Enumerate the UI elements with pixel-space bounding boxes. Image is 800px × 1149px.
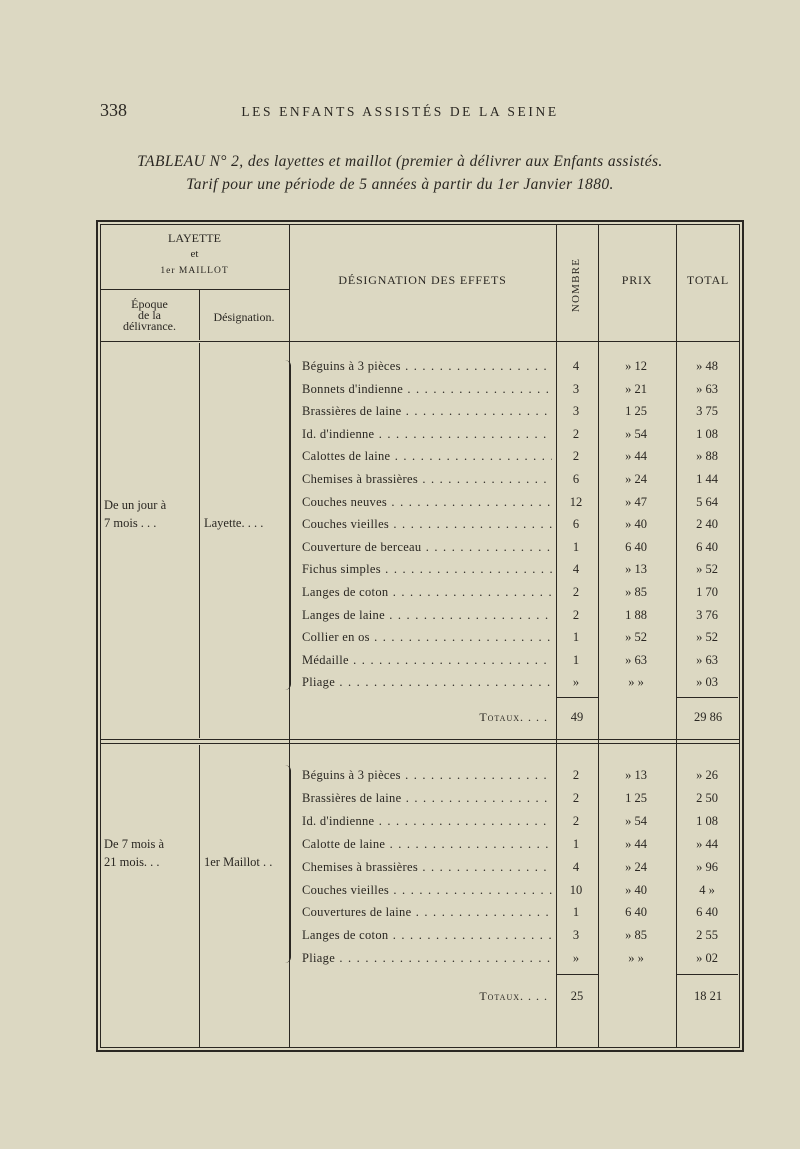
row-total: 2 40 [696, 517, 718, 532]
header-subrule [100, 289, 289, 290]
table-row [0, 427, 800, 450]
row-item: Couches vieilles . . . [302, 883, 552, 898]
header-group-and: et [190, 248, 199, 260]
table-row [0, 951, 800, 974]
table-row [0, 768, 800, 791]
row-item: Fichus simples . . . [302, 562, 552, 577]
row-prix: » 12 [625, 359, 647, 373]
row-prix: » 85 [625, 928, 647, 943]
row-item: Id. d'indienne . . . [302, 814, 552, 829]
row-prix: » » [628, 675, 644, 690]
row-prix: 1 25 [625, 790, 647, 805]
header-group-maillot: 1er MAILLOT [160, 266, 229, 276]
row-total: 1 08 [696, 426, 718, 441]
row-prix: » 21 [625, 381, 647, 396]
row-prix: » 24 [625, 859, 647, 874]
row-item: Couches vieilles . . . [302, 517, 552, 532]
row-item: Langes de coton . . . [302, 928, 552, 943]
row-item: Couches neuves . . . [302, 495, 552, 510]
table-caption-line-1: TABLEAU N° 2, des layettes et maillot (premier à délivrer aux Enfants assistés. [137, 153, 663, 170]
row-item: Béguins à 3 pièces . . . [302, 768, 552, 783]
row-item: Brassières de laine . . . [302, 791, 552, 806]
table-row [0, 382, 800, 405]
row-total: » 88 [696, 449, 718, 464]
row-qty: 2 [572, 449, 580, 464]
table-caption-line-2: Tarif pour une période de 5 années à partir du 1er Janvier 1880. [186, 176, 614, 193]
header-nombre-text: NOMBRE [570, 257, 582, 313]
section-1-epoque-line-2: 7 mois . . . [104, 516, 157, 530]
header-epoque-line-3: délivrance. [123, 319, 176, 333]
row-qty: 2 [572, 607, 580, 622]
table-row [0, 585, 800, 608]
header-bottom-rule [100, 341, 740, 342]
table-row [0, 404, 800, 427]
row-total: » 96 [696, 859, 718, 874]
row-total: 1 08 [696, 813, 718, 828]
row-item: Collier en os . . . [302, 630, 552, 645]
row-total: » 03 [696, 675, 718, 690]
section-2-designation: 1er Maillot . . [204, 855, 273, 869]
row-qty: 2 [572, 426, 580, 441]
table-row [0, 540, 800, 563]
section-2-totaux-qty: 25 [570, 989, 584, 1003]
row-total: 5 64 [696, 494, 718, 509]
table-row [0, 608, 800, 631]
row-total: 2 50 [696, 790, 718, 805]
row-prix: » 52 [625, 630, 647, 645]
header-epoque [100, 299, 199, 332]
header-epoque-line-2: de la [138, 308, 161, 322]
table-row [0, 653, 800, 676]
row-total: 1 44 [696, 472, 718, 486]
row-qty: 3 [572, 404, 580, 419]
table-row [0, 814, 800, 837]
table-row [0, 495, 800, 518]
row-prix: » 40 [625, 517, 647, 532]
row-total: » 26 [696, 768, 718, 782]
row-prix: » 44 [625, 836, 647, 851]
header-designation: Désignation. [213, 310, 275, 324]
row-item: Bonnets d'indienne . . . [302, 382, 552, 397]
row-qty: 1 [572, 630, 580, 645]
row-qty: 2 [572, 790, 580, 805]
row-prix: » 47 [625, 494, 647, 509]
row-prix: » 24 [625, 472, 647, 486]
row-item: Langes de laine . . . [302, 608, 552, 623]
table-row [0, 791, 800, 814]
header-prix: PRIX [621, 273, 653, 287]
row-prix: » 54 [625, 813, 647, 828]
section-1-totaux-total: 29 86 [693, 710, 723, 724]
row-item: Calotte de laine . . . [302, 837, 552, 852]
row-qty: 4 [572, 562, 580, 577]
row-qty: 4 [572, 859, 580, 874]
row-qty: 4 [572, 359, 580, 373]
row-total: 3 76 [696, 607, 718, 622]
row-item: Calottes de laine . . . [302, 449, 552, 464]
row-total: » 44 [696, 836, 718, 851]
header-total: TOTAL [686, 273, 730, 287]
section-1-designation: Layette. . . . [204, 516, 264, 530]
section-2-totaux-label: Totaux. . . . [479, 989, 548, 1003]
table-row [0, 562, 800, 585]
row-item: Béguins à 3 pièces . . . [302, 359, 552, 374]
row-total: » 63 [696, 381, 718, 396]
row-prix: 1 88 [625, 607, 647, 622]
header-epoque-line-1: Époque [131, 297, 168, 311]
row-qty: 6 [572, 517, 580, 532]
row-total: 6 40 [696, 539, 718, 554]
row-item: Pliage . . . [302, 951, 552, 966]
row-total: » 02 [696, 951, 718, 966]
section-1-epoque-line-1: De un jour à [104, 498, 167, 512]
row-item: Brassières de laine . . . [302, 404, 552, 419]
row-qty: » [572, 951, 580, 966]
row-total: 6 40 [696, 905, 718, 920]
row-total: 3 75 [696, 404, 718, 419]
header-effets: DÉSIGNATION DES EFFETS [338, 273, 507, 287]
row-item: Médaille . . . [302, 653, 552, 668]
row-qty: 3 [572, 381, 580, 396]
table-row [0, 860, 800, 883]
section-1-totaux-qty: 49 [570, 710, 584, 724]
table-row [0, 675, 800, 698]
table-row [0, 359, 800, 382]
row-item: Pliage . . . [302, 675, 552, 690]
table-row [0, 928, 800, 951]
row-qty: 1 [572, 905, 580, 920]
row-item: Chemises à brassières . . . [302, 860, 552, 875]
row-qty: 6 [572, 472, 580, 486]
row-item: Couverture de berceau . . . [302, 540, 552, 555]
section-1-totaux-label: Totaux. . . . [479, 710, 548, 724]
row-prix: 1 25 [625, 404, 647, 419]
table-row [0, 630, 800, 653]
row-qty: 12 [569, 494, 583, 509]
row-qty: 2 [572, 768, 580, 782]
section-2-totaux-total: 18 21 [693, 989, 723, 1003]
row-qty: 2 [572, 813, 580, 828]
row-prix: » » [628, 951, 644, 966]
row-qty: 1 [572, 539, 580, 554]
table-row [0, 517, 800, 540]
row-prix: 6 40 [625, 905, 647, 920]
table-row [0, 837, 800, 860]
row-item: Chemises à brassières . . . [302, 472, 552, 487]
table-row [0, 472, 800, 495]
section-2-epoque-line-1: De 7 mois à [104, 837, 165, 851]
row-prix: » 44 [625, 449, 647, 464]
row-item: Couvertures de laine . . . [302, 905, 552, 920]
header-group-title: LAYETTE [168, 231, 221, 245]
row-prix: » 13 [625, 562, 647, 577]
page-number: 338 [100, 100, 127, 120]
row-total: » 48 [696, 359, 718, 373]
row-qty: 1 [572, 836, 580, 851]
row-prix: » 63 [625, 652, 647, 667]
row-qty: 3 [572, 928, 580, 943]
table-row [0, 905, 800, 928]
row-item: Langes de coton . . . [302, 585, 552, 600]
row-prix: » 13 [625, 768, 647, 782]
row-total: » 52 [696, 562, 718, 577]
row-prix: » 54 [625, 426, 647, 441]
row-qty: 10 [569, 882, 583, 897]
row-prix: » 85 [625, 585, 647, 599]
table-row [0, 883, 800, 906]
row-qty: 2 [572, 585, 580, 599]
running-head: LES ENFANTS ASSISTÉS DE LA SEINE [241, 104, 559, 119]
row-total: 2 55 [696, 928, 718, 943]
row-total: » 52 [696, 630, 718, 645]
row-qty: 1 [572, 652, 580, 667]
row-total: 1 70 [696, 585, 718, 599]
row-prix: » 40 [625, 882, 647, 897]
row-total: » 63 [696, 652, 718, 667]
row-item: Id. d'indienne . . . [302, 427, 552, 442]
row-total: 4 » [699, 882, 715, 897]
section-2-epoque-line-2: 21 mois. . . [104, 855, 160, 869]
table-row [0, 449, 800, 472]
row-qty: » [572, 675, 580, 690]
row-prix: 6 40 [625, 539, 647, 554]
section-separator [100, 739, 740, 744]
